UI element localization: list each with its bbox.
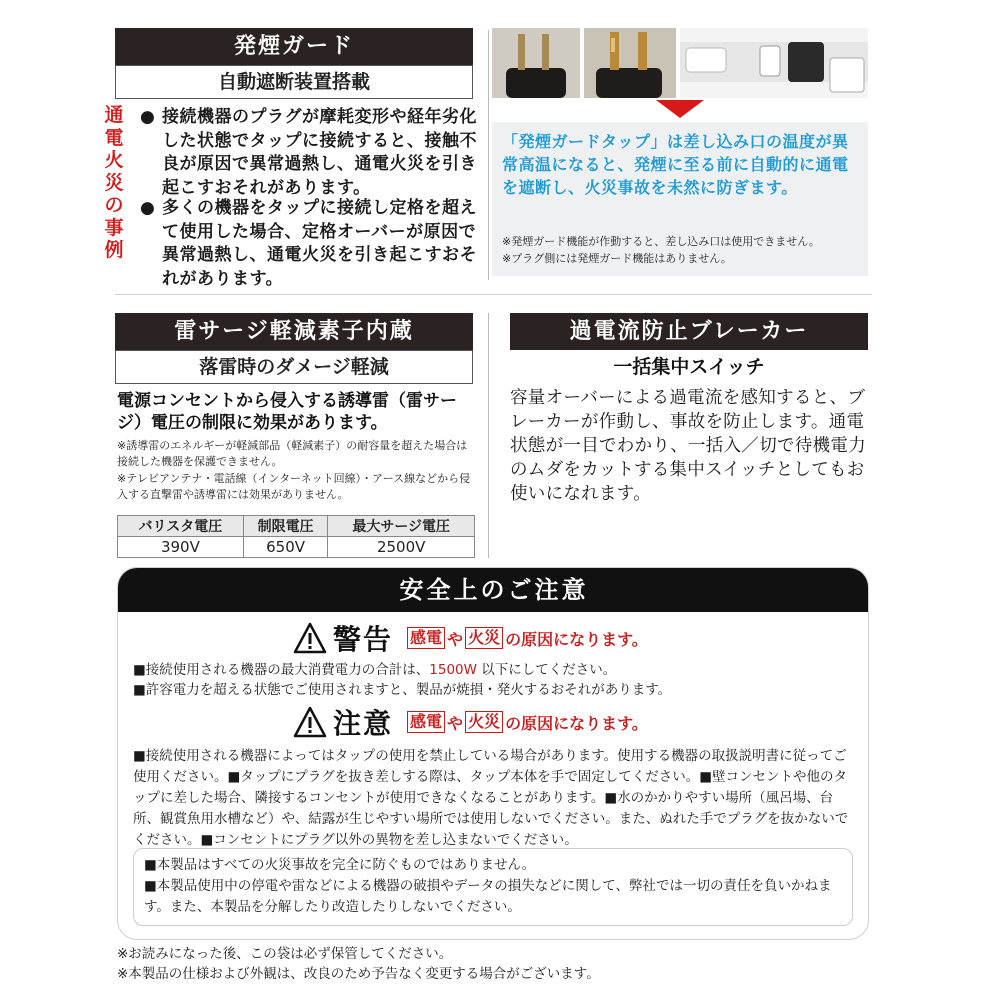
surge-note: ※テレビアンテナ・電話線（インターネット回線）・アース線などから侵入する直撃雷や誘導雷には効果がありません。 [117,472,471,501]
bullet-text: 接続機器のプラグが摩耗変形や経年劣化した状態でタップに接続すると、接触不良が原因で異常過熱し、通電火災を引き起こすおそれがあります。 [162,107,477,198]
divider [488,30,489,280]
bullet-item [140,197,480,291]
caution-word: 注意 [333,707,394,740]
down-arrow-icon [656,100,704,118]
section-subtitle-switch: 一括集中スイッチ [613,356,765,378]
table-cell: 2500V [328,537,475,558]
warning-text: 以下にしてください。 [476,662,617,678]
divider [115,294,872,295]
warning-word: 警告 [333,623,394,656]
info-box-note: ※プラグ側には発煙ガード機能はありません。 [502,252,732,265]
warning-triangle-icon [293,706,327,738]
info-box-main-text: 「発煙ガードタップ」は差し込み口の温度が異常高温になると、発煙に至る前に自動的に通電を遮断し、火災事故を未然に防ぎます。 [502,132,849,197]
particle: や [447,629,464,649]
worn-plug-photo [584,28,676,98]
section-subtitle-lightning: 落雷時のダメージ軽減 [115,350,473,384]
power-strip-photo [680,28,868,98]
bullet-text: 多くの機器をタップに接続し定格を超えて使用した場合、定格オーバーが原因で異常過熱し、通電火災を引き起こすおそれがあります。 [162,198,477,289]
shock-label: 感電 [407,627,445,649]
breaker-body-text: 容量オーバーによる過電流を感知すると、ブレーカーが作動し、事故を防止します。通電状態が一目でわかり、一括入／切で待機電力のムダをカットする集中スイッチとしてもお使いになれます。 [510,388,866,504]
table-header-cell: 最大サージ電圧 [328,516,475,537]
surge-note: ※誘導雷のエネルギーが軽減部品（軽減素子）の耐容量を超えた場合は接続した機器を保護できません。 [117,439,468,468]
warning-heading [293,618,650,658]
table-cell: 390V [118,537,244,558]
vertical-label-fire-examples: 通電火災の事例 [104,104,124,261]
table-header-cell: 制限電圧 [243,516,328,537]
section-title-surge: 雷サージ軽減素子内蔵 [115,313,473,350]
shock-label: 感電 [407,711,445,733]
footnote: ※本製品の仕様および外観は、改良のため予告なく変更する場合がございます。 [117,966,600,982]
footnote: ※お読みになった後、この袋は必ず保管してください。 [117,946,453,962]
caution-heading [293,702,650,742]
surge-main-text: 電源コンセントから侵入する誘導雷（雷サージ）電圧の制限に効果があります。 [117,391,457,433]
plug-photo [492,28,580,98]
surge-spec-table [117,515,475,558]
table-header-row [118,516,475,537]
table-header-cell: バリスタ電圧 [118,516,244,537]
warning-line [133,660,858,681]
bullet-mark: ● [140,107,155,127]
section-subtitle-auto-shutoff: 自動遮断装置搭載 [115,65,473,99]
divider [488,313,489,558]
table-row [118,537,475,558]
disclaimer-line: ■本製品使用中の停電や雷などによる機器の破損やデータの損失などに関して、弊社では一切の責任を負いかねます。また、本製品を分解したり改造したりしないでください。 [144,878,832,915]
cause-text: の原因になります。 [505,713,648,733]
bullet-item [140,106,480,200]
particle: や [447,713,464,733]
fire-label: 火災 [465,627,503,649]
cause-text: の原因になります。 [505,629,648,649]
warning-text: ■接続使用される機器の最大消費電力の合計は、 [133,662,430,678]
info-box-note: ※発煙ガード機能が作動すると、差し込み口は使用できません。 [502,235,820,248]
disclaimer-box [133,848,853,926]
bullet-mark: ● [140,198,155,218]
section-title-breaker: 過電流防止ブレーカー [510,313,868,350]
safety-panel [117,567,869,940]
warning-line: ■許容電力を超える状態でご使用されますと、製品が焼損・発火するおそれがあります。 [133,682,672,698]
smoke-guard-info-box [492,122,868,276]
safety-title: 安全上のご注意 [118,568,869,612]
caution-body: ■接続使用される機器によってはタップの使用を禁止している場合があります。使用する機器の取扱説明書に従ってご使用ください。■タップにプラグを抜き差しする際は、タップ本体を手で固定してください。■壁コンセントや他のタップに差した場合、隣接するコンセントが使用できなくなることがあります。■水のかかりやすい場所（風呂場、台所、観賞魚用水槽など）や、結露が生じやすい場所では使用しないでください。また、ぬれた手でプラグを抜かないでください。■コンセントにプラグ以外の異物を差し込まないでください。 [133,748,849,848]
section-title-smoke-guard: 発煙ガード [115,28,473,65]
table-cell: 650V [243,537,328,558]
fire-label: 火災 [465,711,503,733]
warning-triangle-icon [293,622,327,654]
disclaimer-line: ■本製品はすべての火災事故を完全に防ぐものではありません。 [144,857,536,873]
wattage-limit: 1500W [429,662,477,678]
